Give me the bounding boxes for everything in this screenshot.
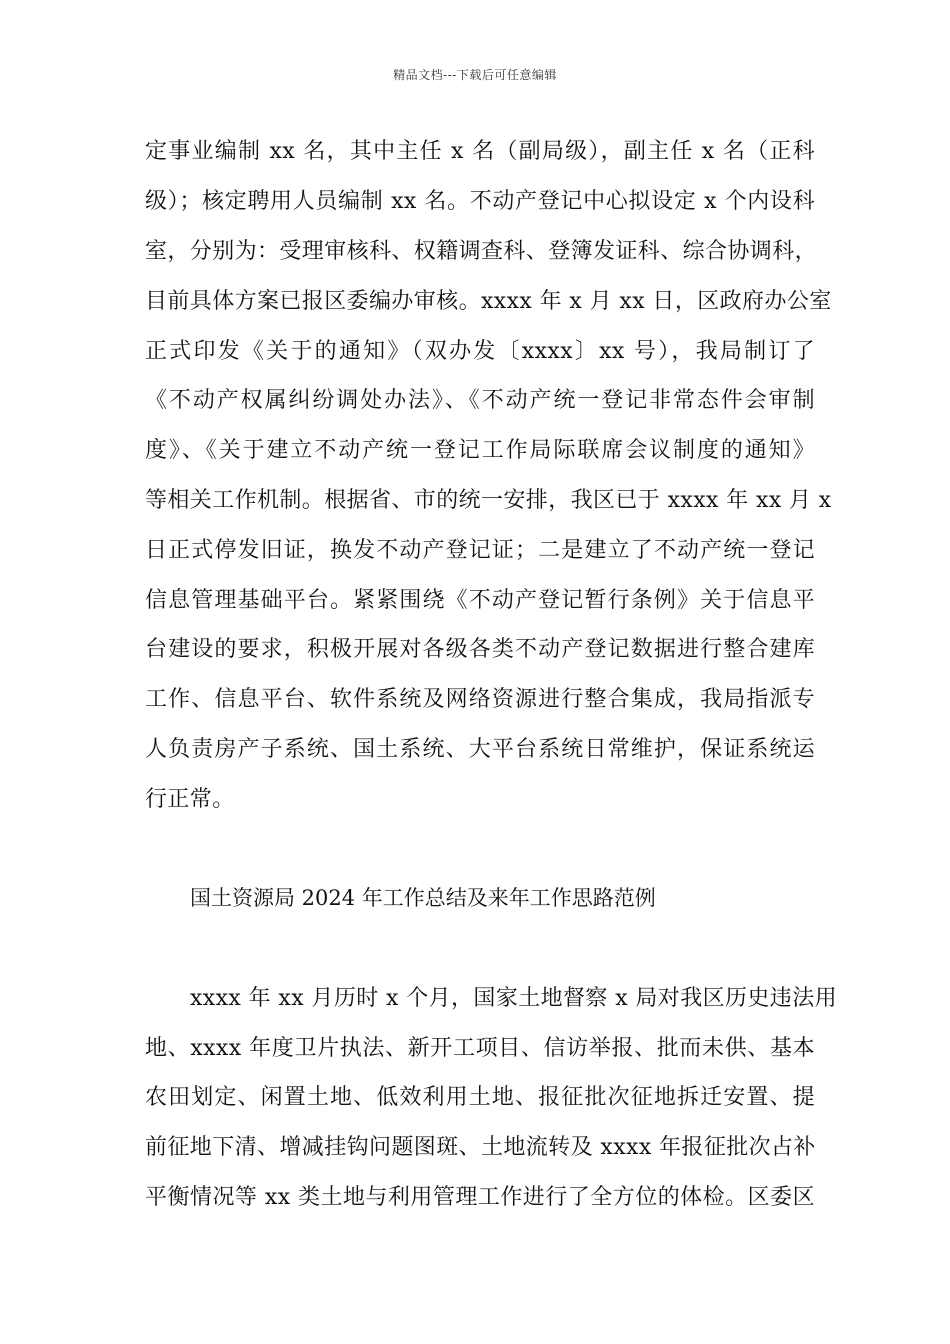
paragraph1-line: 工作、信息平台、软件系统及网络资源进行整合集成，我局指派专	[145, 687, 815, 712]
paragraph1-line: 室，分别为：受理审核科、权籍调查科、登簿发证科、综合协调科，	[145, 239, 818, 264]
paragraph2-line: 平衡情况等 xx 类土地与利用管理工作进行了全方位的体检。区委区	[145, 1185, 815, 1210]
paragraph1-line: 等相关工作机制。根据省、市的统一安排，我区已于 xxxx 年 xx 月 x	[145, 488, 832, 513]
paragraph1-line: 定事业编制 xx 名，其中主任 x 名（副局级），副主任 x 名（正科	[145, 139, 815, 164]
paragraph1-line: 级）；核定聘用人员编制 xx 名。不动产登记中心拟设定 x 个内设科	[145, 189, 815, 214]
paragraph1-line: 正式印发《关于的通知》（双办发〔xxxx〕xx 号），我局制订了	[145, 339, 815, 364]
paragraph1-line: 台建设的要求，积极开展对各级各类不动产登记数据进行整合建库	[145, 637, 815, 662]
paragraph1-line: 日正式停发旧证，换发不动产登记证；二是建立了不动产统一登记	[145, 538, 815, 563]
paragraph2-line: 地、xxxx 年度卫片执法、新开工项目、信访举报、批而未供、基本	[145, 1036, 815, 1061]
paragraph2-line: xxxx 年 xx 月历时 x 个月，国家土地督察 x 局对我区历史违法用	[190, 986, 838, 1011]
paragraph1-line: 《不动产权属纠纷调处办法》、《不动产统一登记非常态件会审制	[145, 388, 815, 413]
paragraph2-line: 前征地下清、增减挂钩问题图斑、土地流转及 xxxx 年报征批次占补	[145, 1135, 816, 1160]
page-header: 精品文档---下载后可任意编辑	[393, 68, 557, 82]
section-heading: 国土资源局 2024 年工作总结及来年工作思路范例	[190, 886, 656, 910]
paragraph1-line: 行正常。	[145, 787, 235, 812]
paragraph1-line: 信息管理基础平台。紧紧围绕《不动产登记暂行条例》关于信息平	[145, 588, 815, 613]
paragraph1-line: 人负责房产子系统、国土系统、大平台系统日常维护，保证系统运	[145, 737, 815, 762]
paragraph1-line: 目前具体方案已报区委编办审核。xxxx 年 x 月 xx 日，区政府办公室	[145, 289, 832, 314]
paragraph1-line: 度》、《关于建立不动产统一登记工作局际联席会议制度的通知》	[145, 438, 815, 463]
paragraph2-line: 农田划定、闲置土地、低效利用土地、报征批次征地拆迁安置、提	[145, 1085, 815, 1110]
